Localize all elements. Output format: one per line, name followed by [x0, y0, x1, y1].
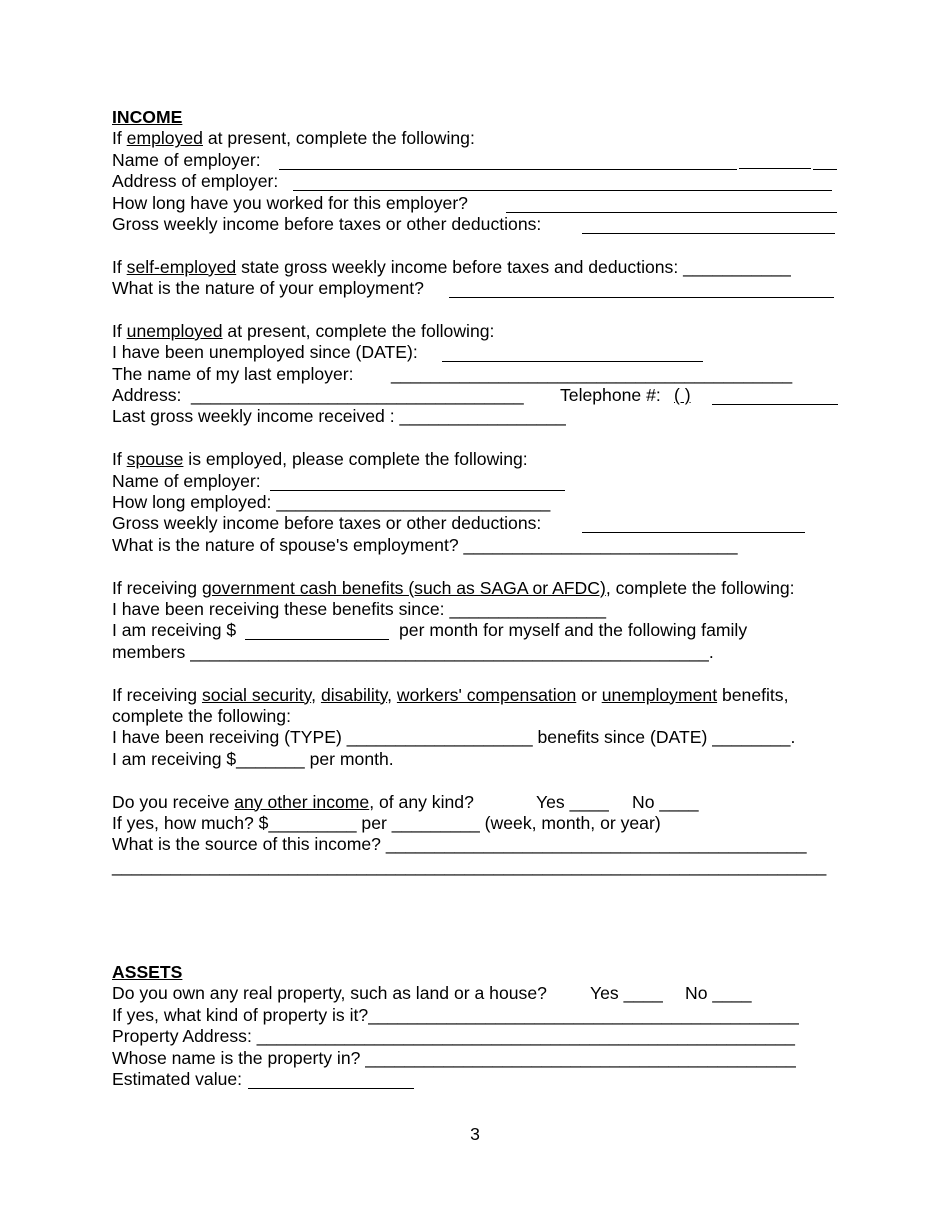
social-security-keyword: social security: [201, 684, 312, 705]
gov-benefits-amount-field[interactable]: [245, 626, 389, 640]
telephone-label: Telephone #:: [560, 385, 661, 406]
unemployed-since-label: I have been unemployed since (DATE):: [112, 342, 418, 363]
employer-address-label: Address of employer:: [112, 171, 279, 192]
employer-address-field[interactable]: [293, 177, 832, 191]
gov-benefits-keyword: government cash benefits (such as SAGA or AFDC): [201, 577, 606, 598]
employer-name-field-extra[interactable]: [739, 150, 811, 169]
last-income-label: Last gross weekly income received :: [112, 406, 395, 427]
other-benefits-intro: If receiving social security, disability, workers' compensation or unemployment benefits,: [112, 684, 789, 705]
gov-benefits-members-field[interactable]: _____________________________________________________.: [190, 641, 714, 662]
other-income-no-field[interactable]: No ____: [632, 791, 699, 812]
spouse-duration-field[interactable]: ____________________________: [276, 492, 551, 513]
unemployed-intro: If unemployed at present, complete the following:: [112, 320, 495, 341]
real-property-no-field[interactable]: No ____: [685, 983, 752, 1004]
employment-nature-field[interactable]: [449, 284, 834, 298]
employer-address-row: [112, 171, 838, 192]
employer-duration-label: How long have you worked for this employer?: [112, 192, 468, 213]
gov-benefits-amount-label: I am receiving $: [112, 620, 237, 641]
spouse-employer-label: Name of employer:: [112, 470, 261, 491]
other-income-source-field[interactable]: ___________________________________________: [385, 834, 807, 855]
unemployed-address-row: [112, 385, 838, 406]
unemployed-address-label: Address:: [112, 385, 182, 406]
gov-benefits-since-field[interactable]: ________________: [449, 598, 606, 619]
spouse-gross-weekly-field[interactable]: [582, 519, 805, 533]
assets-heading: ASSETS: [112, 962, 183, 983]
workers-comp-keyword: workers' compensation: [396, 684, 577, 705]
spouse-employer-row: [112, 471, 838, 492]
unemployed-since-field[interactable]: [442, 348, 703, 362]
other-income-keyword: any other income: [234, 791, 370, 812]
employer-name-field-tail[interactable]: [813, 156, 837, 170]
spouse-duration-row: [112, 492, 838, 513]
self-employed-intro: If self-employed state gross weekly income before taxes and deductions: ___________: [112, 256, 791, 277]
form-page: [112, 107, 838, 1090]
gross-weekly-label: Gross weekly income before taxes or other deductions:: [112, 213, 542, 234]
last-income-row: [112, 406, 838, 427]
real-property-yes-field[interactable]: Yes ____: [590, 983, 663, 1004]
employment-nature-row: [112, 278, 838, 299]
page-number: 3: [470, 1124, 480, 1144]
other-income-amount-row[interactable]: If yes, how much? $_________ per _________ (week, month, or year): [112, 812, 661, 833]
spouse-nature-label: What is the nature of spouse's employment?: [112, 534, 459, 555]
spouse-intro: If spouse is employed, please complete the following:: [112, 449, 528, 470]
telephone-field[interactable]: [712, 391, 838, 405]
unemployment-keyword: unemployment: [601, 684, 718, 705]
other-income-source-label: What is the source of this income?: [112, 834, 381, 855]
gov-benefits-members-label: members: [112, 641, 186, 662]
gov-benefits-intro: If receiving government cash benefits (such as SAGA or AFDC), complete the following:: [112, 577, 795, 598]
telephone-area-code[interactable]: ( ): [674, 385, 691, 406]
spouse-nature-row: [112, 535, 838, 556]
employer-name-field[interactable]: [279, 156, 737, 170]
gov-benefits-since-row: [112, 599, 838, 620]
gov-benefits-since-label: I have been receiving these benefits since:: [112, 598, 445, 619]
income-heading: INCOME: [112, 107, 183, 127]
employer-duration-field[interactable]: [506, 199, 837, 213]
real-property-row: [112, 983, 838, 1004]
employer-duration-row: [112, 193, 838, 214]
property-kind-row[interactable]: If yes, what kind of property is it?____________________________________________: [112, 1004, 799, 1025]
disability-keyword: disability: [320, 684, 388, 705]
last-employer-label: The name of my last employer:: [112, 363, 354, 384]
other-income-yes-field[interactable]: Yes ____: [536, 791, 609, 812]
last-employer-field[interactable]: _________________________________________: [391, 363, 793, 384]
gov-benefits-amount-post: per month for myself and the following family: [399, 620, 748, 641]
other-income-extra-line[interactable]: _________________________________________________________________________: [112, 855, 827, 876]
gross-weekly-row: [112, 214, 838, 235]
gov-benefits-amount-row: [112, 620, 838, 641]
real-property-question: Do you own any real property, such as land or a house?: [112, 983, 547, 1004]
gov-benefits-members-row: [112, 642, 838, 663]
last-employer-row: [112, 364, 838, 385]
unemployed-address-field[interactable]: __________________________________: [191, 385, 524, 406]
self-employed-income-field[interactable]: state gross weekly income before taxes and deductions: ___________: [236, 256, 791, 277]
property-address-row[interactable]: Property Address: _______________________________________________________: [112, 1026, 795, 1047]
employment-nature-label: What is the nature of your employment?: [112, 278, 424, 299]
spouse-gross-weekly-label: Gross weekly income before taxes or other deductions:: [112, 513, 542, 534]
gross-weekly-field[interactable]: [582, 220, 835, 234]
spouse-keyword: spouse: [126, 449, 184, 470]
other-benefits-amount-row[interactable]: I am receiving $_______ per month.: [112, 748, 394, 769]
estimated-value-label: Estimated value:: [112, 1069, 243, 1090]
last-income-field[interactable]: _________________: [399, 406, 566, 427]
spouse-nature-field[interactable]: ____________________________: [463, 534, 738, 555]
assets-heading-line: [112, 962, 838, 983]
spouse-employer-field[interactable]: [270, 477, 565, 491]
income-heading-line: [112, 107, 838, 128]
employer-name-row: [112, 150, 838, 171]
unemployed-keyword: unemployed: [126, 320, 223, 341]
estimated-value-row: [112, 1069, 838, 1090]
employed-intro: If employed at present, complete the following:: [112, 128, 475, 149]
spouse-gross-weekly-row: [112, 513, 838, 534]
self-employed-keyword: self-employed: [126, 256, 237, 277]
other-income-source-row: [112, 834, 838, 855]
property-owner-row[interactable]: Whose name is the property in? ____________________________________________: [112, 1047, 796, 1068]
other-income-question-row: Do you receive any other income, of any kind? Yes ____ No ____: [112, 791, 699, 812]
employer-name-label: Name of employer:: [112, 149, 261, 170]
spouse-duration-label: How long employed:: [112, 492, 272, 513]
other-benefits-intro-cont: complete the following:: [112, 705, 291, 726]
estimated-value-field[interactable]: [248, 1075, 414, 1089]
employed-keyword: employed: [126, 128, 203, 149]
unemployed-since-row: [112, 342, 838, 363]
other-benefits-type-row[interactable]: I have been receiving (TYPE) ___________________ benefits since (DATE) ________.: [112, 727, 796, 748]
